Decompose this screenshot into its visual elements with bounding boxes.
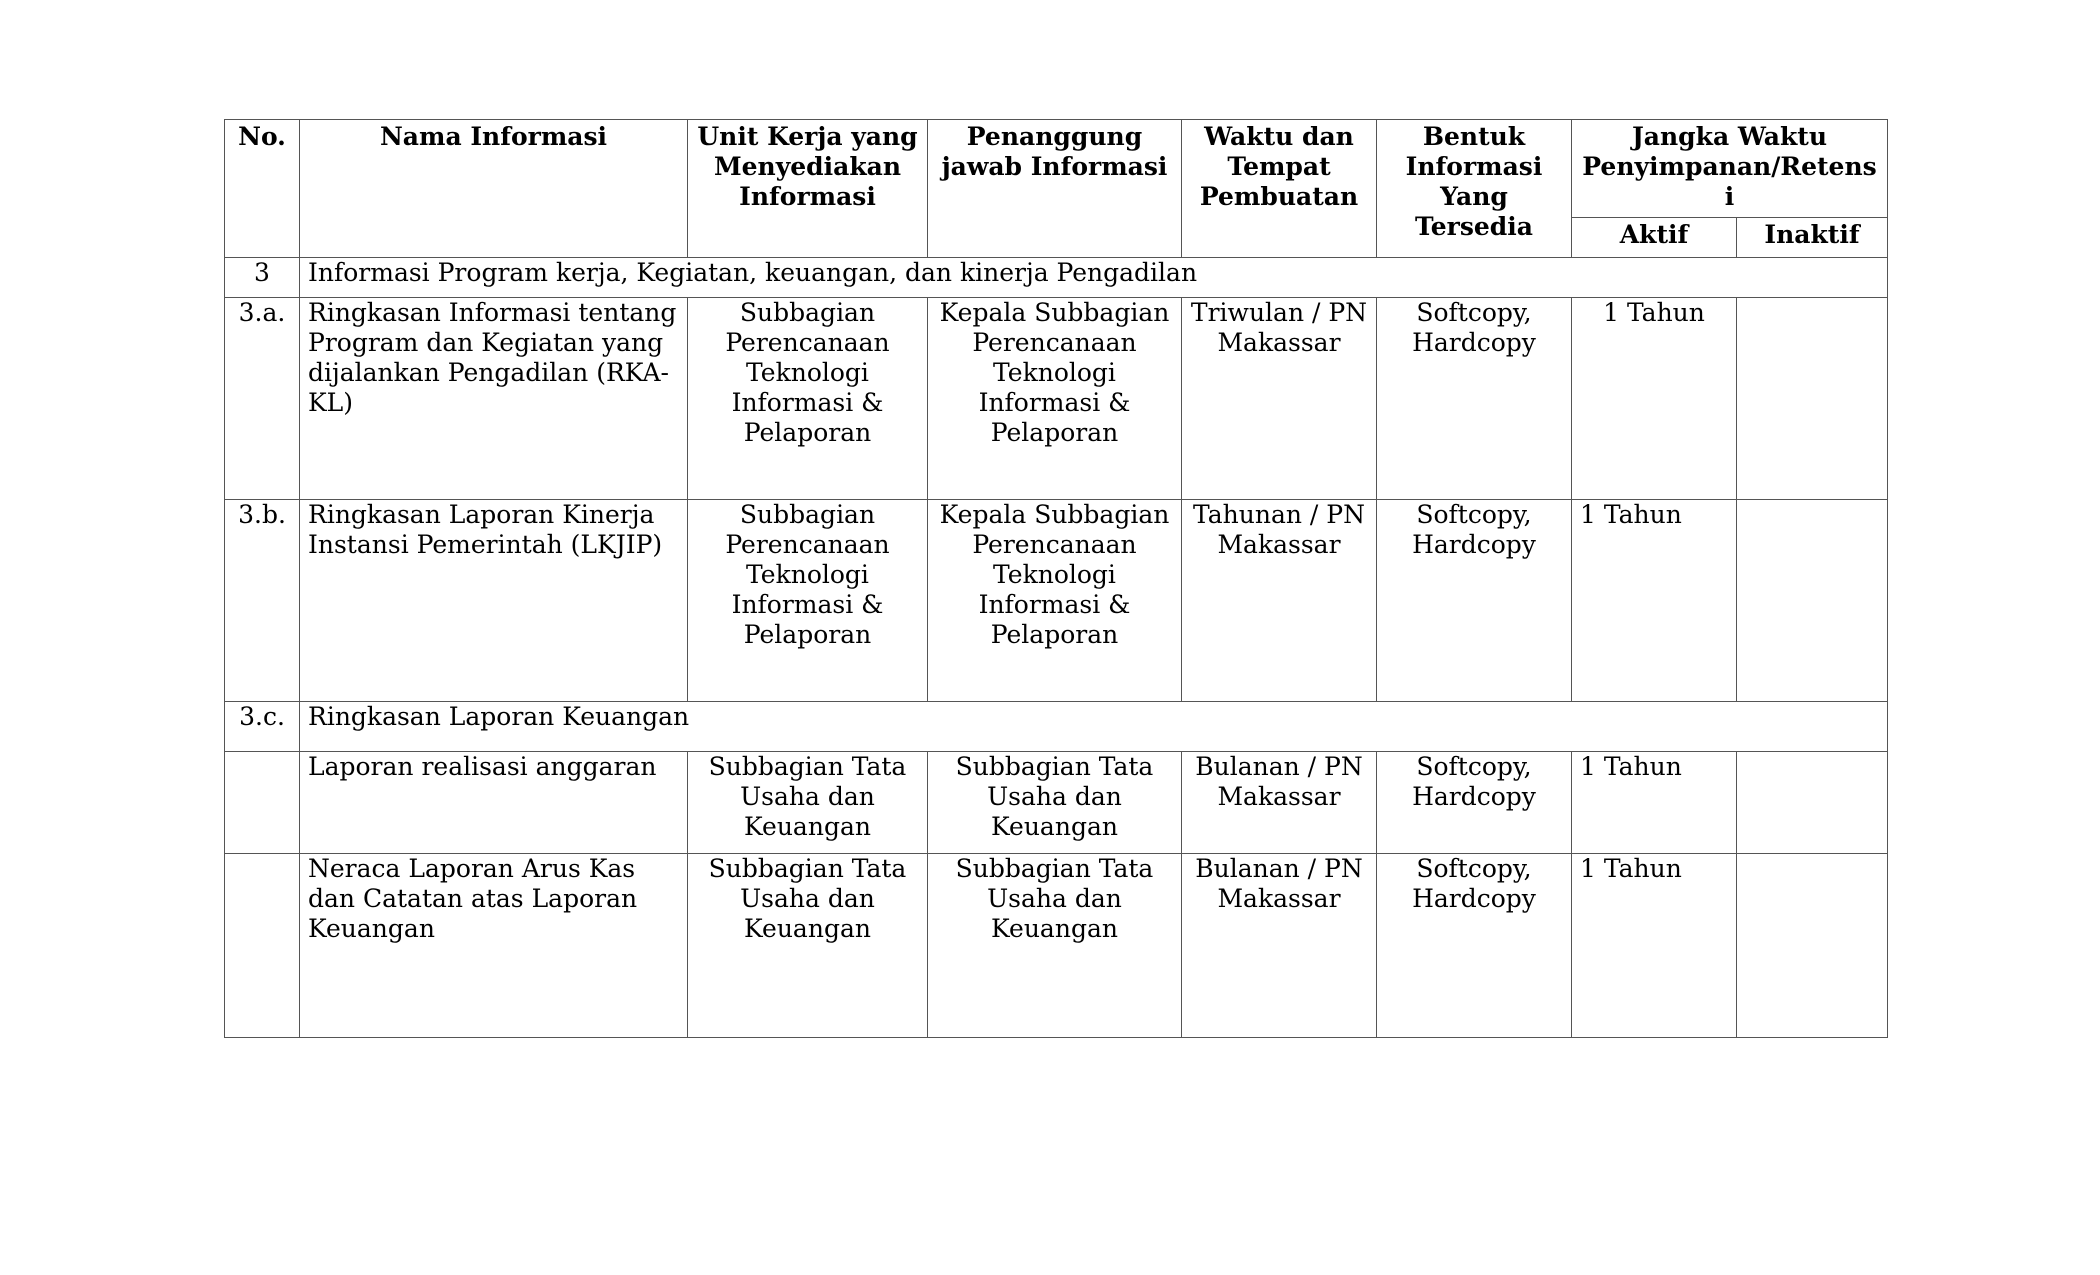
row-inaktif	[1737, 500, 1888, 702]
table-row	[225, 500, 1888, 702]
row-bentuk-informasi: Softcopy, Hardcopy	[1377, 298, 1572, 500]
section-number: 3	[225, 258, 300, 298]
row-nama-informasi: Neraca Laporan Arus Kas dan Catatan atas Laporan Keuangan	[300, 854, 688, 1038]
section-title: Informasi Program kerja, Kegiatan, keuangan, dan kinerja Pengadilan	[300, 258, 1888, 298]
header-bentuk-informasi: Bentuk Informasi Yang Tersedia	[1377, 120, 1572, 258]
row-waktu-tempat: Triwulan / PN Makassar	[1182, 298, 1377, 500]
header-penanggung-jawab: Penanggung jawab Informasi	[928, 120, 1182, 258]
row-waktu-tempat: Tahunan / PN Makassar	[1182, 500, 1377, 702]
table-body	[225, 258, 1888, 1038]
row-inaktif	[1737, 854, 1888, 1038]
row-number: 3.a.	[225, 298, 300, 500]
row-penanggung-jawab: Subbagian Tata Usaha dan Keuangan	[928, 854, 1182, 1038]
header-jangka-waktu: Jangka Waktu Penyimpanan/Retensi	[1572, 120, 1888, 218]
row-waktu-tempat: Bulanan / PN Makassar	[1182, 854, 1377, 1038]
header-inaktif: Inaktif	[1737, 218, 1888, 258]
row-penanggung-jawab: Kepala Subbagian Perencanaan Teknologi Informasi & Pelaporan	[928, 500, 1182, 702]
row-unit-kerja: Subbagian Tata Usaha dan Keuangan	[688, 854, 928, 1038]
row-inaktif	[1737, 752, 1888, 854]
row-number	[225, 854, 300, 1038]
row-unit-kerja: Subbagian Tata Usaha dan Keuangan	[688, 752, 928, 854]
section-row	[225, 702, 1888, 752]
header-unit-kerja: Unit Kerja yang Menyediakan Informasi	[688, 120, 928, 258]
header-waktu-tempat: Waktu dan Tempat Pembuatan	[1182, 120, 1377, 258]
row-penanggung-jawab: Subbagian Tata Usaha dan Keuangan	[928, 752, 1182, 854]
row-number	[225, 752, 300, 854]
row-aktif: 1 Tahun	[1572, 752, 1737, 854]
row-number: 3.b.	[225, 500, 300, 702]
row-nama-informasi: Ringkasan Informasi tentang Program dan Kegiatan yang dijalankan Pengadilan (RKA-KL)	[300, 298, 688, 500]
row-nama-informasi: Ringkasan Laporan Kinerja Instansi Pemerintah (LKJIP)	[300, 500, 688, 702]
information-list-table	[224, 119, 1888, 1038]
row-aktif: 1 Tahun	[1572, 298, 1737, 500]
table-row	[225, 752, 1888, 854]
section-number: 3.c.	[225, 702, 300, 752]
table-row	[225, 854, 1888, 1038]
row-aktif: 1 Tahun	[1572, 500, 1737, 702]
row-aktif: 1 Tahun	[1572, 854, 1737, 1038]
row-unit-kerja: Subbagian Perencanaan Teknologi Informasi & Pelaporan	[688, 298, 928, 500]
row-bentuk-informasi: Softcopy, Hardcopy	[1377, 854, 1572, 1038]
row-unit-kerja: Subbagian Perencanaan Teknologi Informasi & Pelaporan	[688, 500, 928, 702]
table-row	[225, 298, 1888, 500]
header-no: No.	[225, 120, 300, 258]
header-nama-informasi: Nama Informasi	[300, 120, 688, 258]
row-bentuk-informasi: Softcopy, Hardcopy	[1377, 500, 1572, 702]
row-penanggung-jawab: Kepala Subbagian Perencanaan Teknologi Informasi & Pelaporan	[928, 298, 1182, 500]
row-inaktif	[1737, 298, 1888, 500]
row-nama-informasi: Laporan realisasi anggaran	[300, 752, 688, 854]
table-header	[225, 120, 1888, 258]
section-row	[225, 258, 1888, 298]
row-bentuk-informasi: Softcopy, Hardcopy	[1377, 752, 1572, 854]
header-aktif: Aktif	[1572, 218, 1737, 258]
row-waktu-tempat: Bulanan / PN Makassar	[1182, 752, 1377, 854]
section-title: Ringkasan Laporan Keuangan	[300, 702, 1888, 752]
